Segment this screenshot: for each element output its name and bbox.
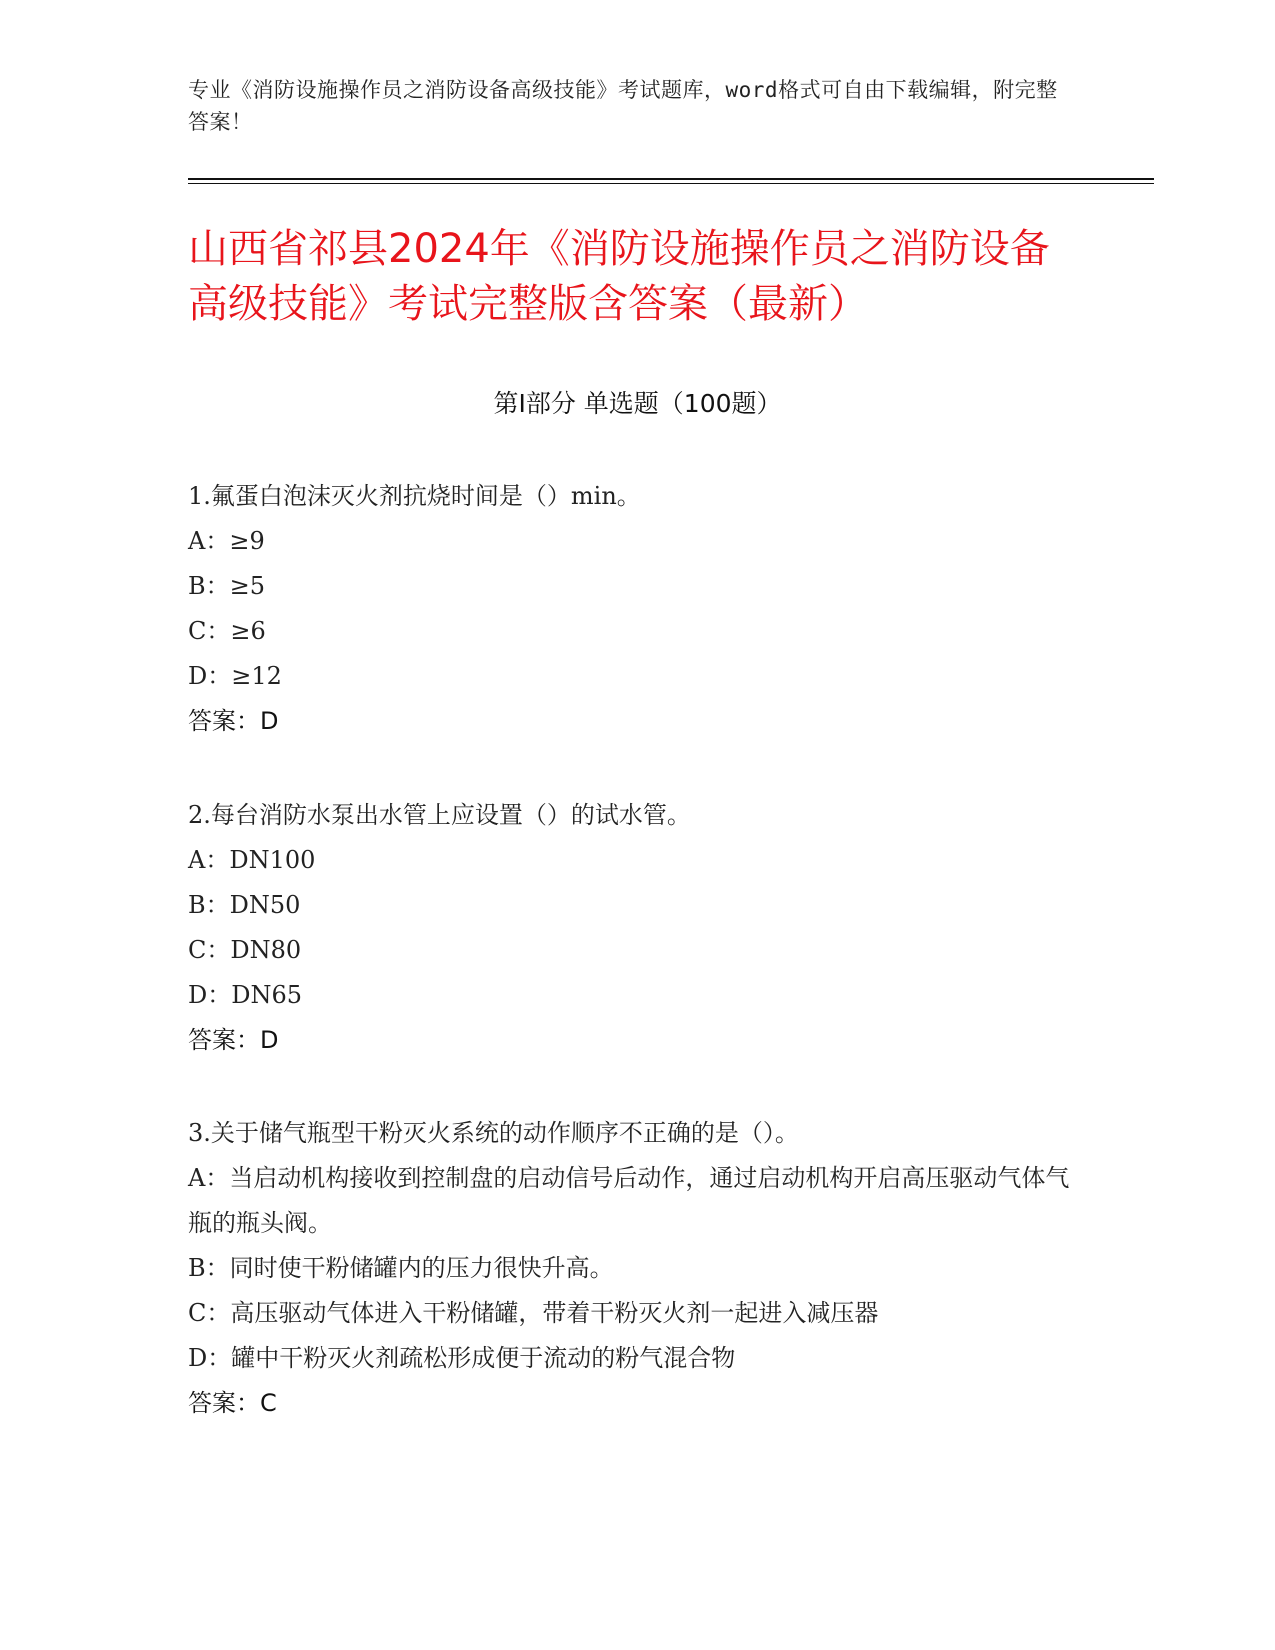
option-d: D：罐中干粉灭火剂疏松形成便于流动的粉气混合物 <box>188 1344 736 1372</box>
option-d: D：DN65 <box>188 981 303 1009</box>
section-title: 第Ⅰ部分 单选题（100题） <box>493 389 782 418</box>
option-b: B：DN50 <box>188 891 301 919</box>
question-block-3 <box>188 1111 1078 1426</box>
document-title: 山西省祁县2024年《消防设施操作员之消防设备高级技能》考试完整版含答案（最新） <box>188 226 1050 327</box>
question-block-2 <box>188 793 1078 1063</box>
option-a: A：≥9 <box>188 527 265 555</box>
answer-label: 答案：C <box>188 1389 277 1417</box>
option-a: A：DN100 <box>188 846 316 874</box>
answer-label: 答案：D <box>188 1026 279 1054</box>
option-b: B：≥5 <box>188 572 266 600</box>
option-d: D：≥12 <box>188 662 282 690</box>
option-c: C：高压驱动气体进入干粉储罐，带着干粉灭火剂一起进入减压器 <box>188 1299 879 1327</box>
header-divider-thick <box>188 178 1154 180</box>
option-b: B：同时使干粉储罐内的压力很快升高。 <box>188 1254 614 1282</box>
option-c: C：≥6 <box>188 617 266 645</box>
header-divider-thin <box>188 183 1154 184</box>
option-c: C：DN80 <box>188 936 302 964</box>
question-stem: 2.每台消防水泵出水管上应设置（）的试水管。 <box>188 801 691 829</box>
question-block-1 <box>188 474 1078 744</box>
answer-label: 答案：D <box>188 707 279 735</box>
header-note: 专业《消防设施操作员之消防设备高级技能》考试题库，word格式可自由下载编辑，附完整答案！ <box>188 78 1058 134</box>
question-stem: 1.氟蛋白泡沫灭火剂抗烧时间是（）min。 <box>188 482 641 510</box>
option-a: A：当启动机构接收到控制盘的启动信号后动作，通过启动机构开启高压驱动气体气瓶的瓶头阀。 <box>188 1164 1070 1237</box>
question-stem: 3.关于储气瓶型干粉灭火系统的动作顺序不正确的是（）。 <box>188 1119 799 1147</box>
